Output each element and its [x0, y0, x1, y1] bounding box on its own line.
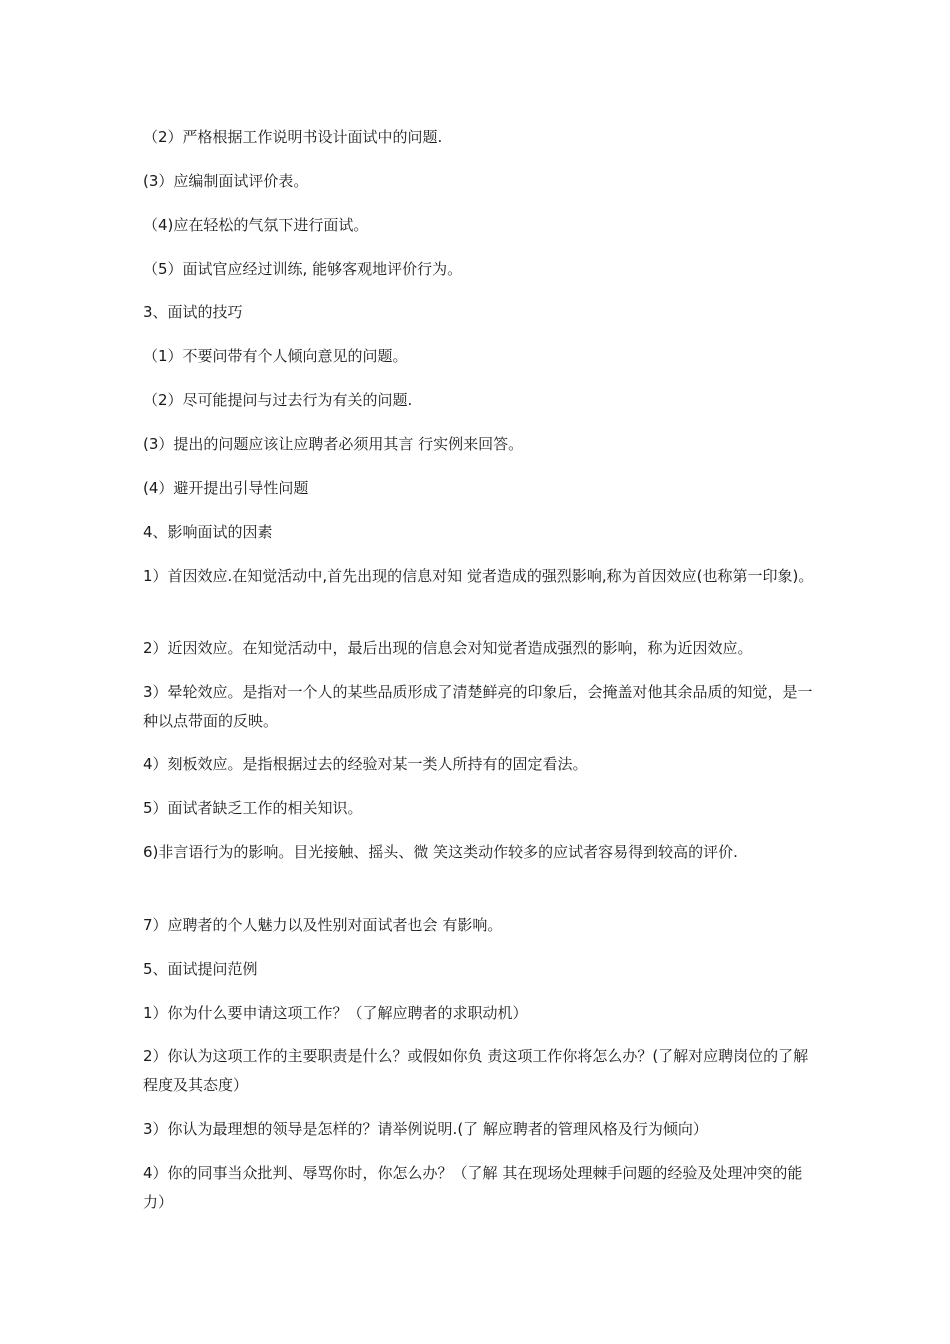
- paragraph-17: 7）应聘者的个人魅力以及性别对面试者也会 有影响。: [143, 916, 503, 934]
- paragraph-22: 4）你的同事当众批判、辱骂你时，你怎么办？（了解 其在现场处理棘手问题的经验及处理冲突的能力）: [143, 1164, 803, 1211]
- paragraph-19: 1）你为什么要申请这项工作？（了解应聘者的求职动机）: [143, 1004, 528, 1022]
- paragraph-3: （4)应在轻松的气氛下进行面试。: [143, 216, 369, 234]
- paragraph-2: (3）应编制面试评价表。: [143, 172, 309, 190]
- paragraph-8: (3）提出的问题应该让应聘者必须用其言 行实例来回答。: [143, 435, 524, 453]
- paragraph-9: (4）避开提出引导性问题: [143, 479, 309, 497]
- section-heading-5: 5、面试提问范例: [143, 960, 258, 978]
- paragraph-20: 2）你认为这项工作的主要职责是什么？或假如你负 责这项工作你将怎么办？(了解对应聘岗位的了解程度及其态度）: [143, 1047, 809, 1094]
- paragraph-1: （2）严格根据工作说明书设计面试中的问题.: [143, 128, 443, 146]
- paragraph-15: 5）面试者缺乏工作的相关知识。: [143, 799, 363, 817]
- paragraph-13: 3）晕轮效应。是指对一个人的某些品质形成了清楚鲜亮的印象后，会掩盖对他其余品质的知觉，是一 种以点带面的反映。: [143, 683, 813, 730]
- paragraph-7: （2）尽可能提问与过去行为有关的问题.: [143, 391, 413, 409]
- paragraph-4: （5）面试官应经过训练, 能够客观地评价行为。: [143, 260, 463, 278]
- paragraph-16: 6)非言语行为的影响。目光接触、摇头、微 笑这类动作较多的应试者容易得到较高的评价.: [143, 843, 738, 861]
- paragraph-11: 1）首因效应.在知觉活动中,首先出现的信息对知 觉者造成的强烈影响,称为首因效应(也称第一印象)。: [143, 567, 814, 585]
- section-heading-4: 4、影响面试的因素: [143, 523, 273, 541]
- section-heading-3: 3、面试的技巧: [143, 303, 243, 321]
- paragraph-21: 3）你认为最理想的领导是怎样的？请举例说明.(了 解应聘者的管理风格及行为倾向）: [143, 1120, 708, 1138]
- paragraph-12: 2）近因效应。在知觉活动中，最后出现的信息会对知觉者造成强烈的影响，称为近因效应。: [143, 639, 753, 657]
- paragraph-6: （1）不要问带有个人倾向意见的问题。: [143, 347, 408, 365]
- paragraph-14: 4）刻板效应。是指根据过去的经验对某一类人所持有的固定看法。: [143, 755, 588, 773]
